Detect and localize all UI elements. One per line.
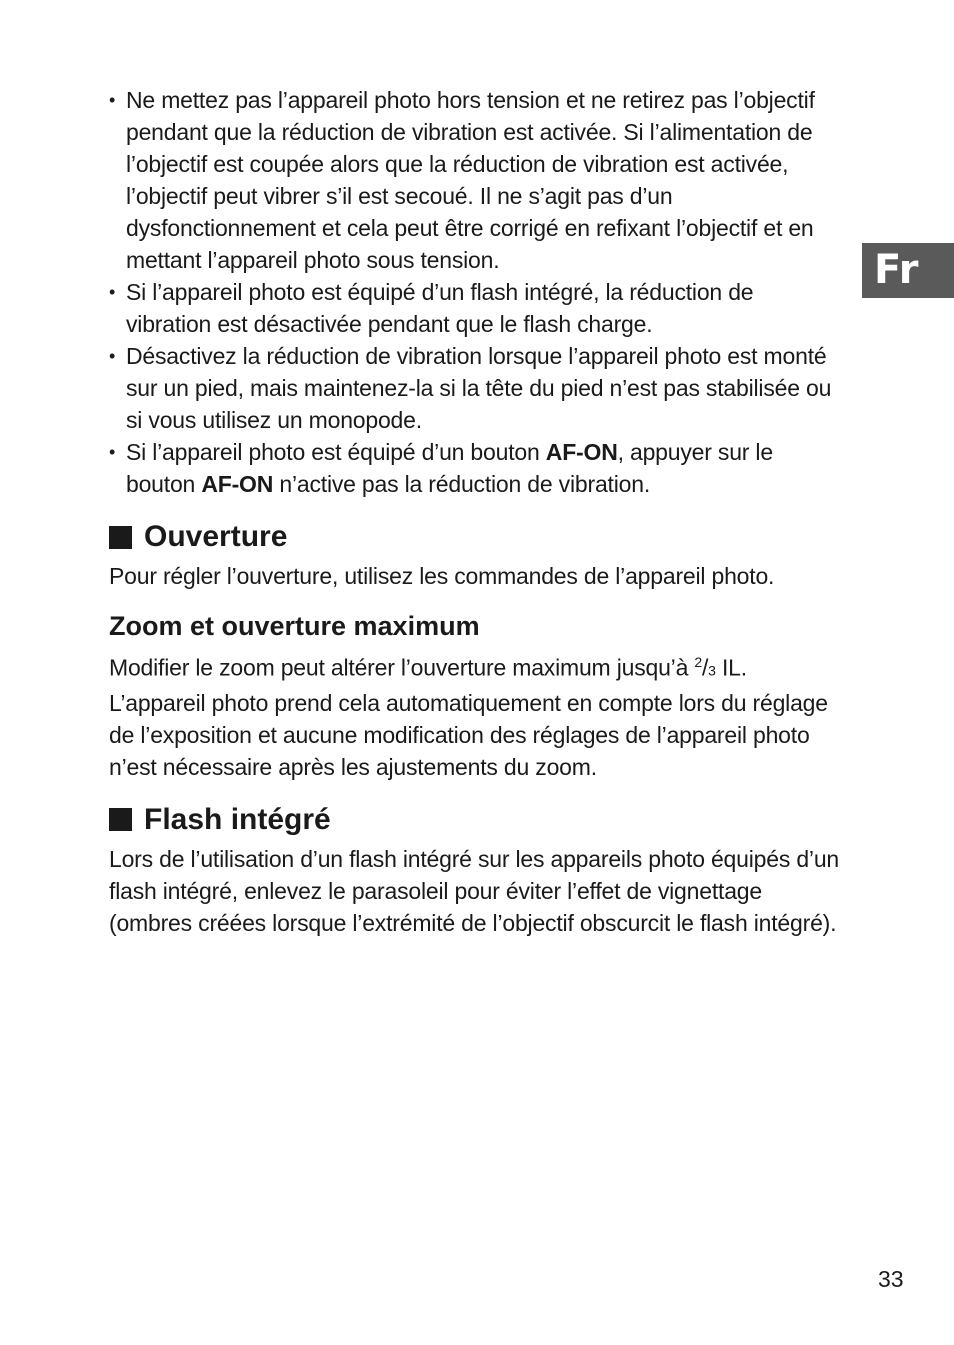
list-item: • Si l’appareil photo est équipé d’un flash intégré, la réduction de vibration est désactivée pendant que le flash charge.: [109, 276, 841, 340]
fraction-numerator: 2: [694, 654, 702, 670]
list-item-text: n’active pas la réduction de vibration.: [273, 471, 651, 497]
list-item-text: , appuyer sur le bouton: [126, 439, 773, 497]
section-heading-ouverture: [109, 518, 841, 556]
language-tab: Fr: [862, 243, 954, 298]
page-content: [109, 84, 841, 939]
zoom-paragraph: [109, 646, 841, 783]
fraction-denominator: 3: [708, 662, 716, 679]
list-item: • Ne mettez pas l’appareil photo hors tension et ne retirez pas l’objectif pendant que la réduction de vibration est activée. Si l’alimentation de l’objectif est coupée alors que la réduction de vibration est activée, l’objectif peut vibrer s’il est secoué. Il ne s’agit pas d’un dysfonctionnement et cela peut être corrigé en refixant l’objectif et en mettant l’appareil photo sous tension.: [109, 84, 841, 276]
af-on-label: AF-ON: [545, 439, 618, 465]
section-title: Ouverture: [144, 520, 288, 553]
paragraph-text: Modifier le zoom peut altérer l’ouverture maximum jusqu’à: [109, 654, 695, 681]
page-number: 33: [878, 1266, 904, 1292]
subsection-heading-zoom: Zoom et ouverture maximum: [109, 611, 480, 641]
fraction-slash: /: [701, 654, 709, 681]
section-title: Flash intégré: [144, 802, 331, 836]
section-heading-flash: [109, 801, 841, 839]
ouverture-paragraph: Pour régler l’ouverture, utilisez les commandes de l’appareil photo.: [109, 563, 775, 589]
square-bullet-icon: [109, 808, 132, 831]
list-item: [109, 436, 841, 500]
caution-list: [109, 84, 841, 500]
paragraph-text: IL. L’appareil photo prend cela automatiquement en compte lors du réglage de l’exposition et aucune modification des réglages de l’appareil photo n’est nécessaire après les ajustements du zoom.: [109, 654, 828, 780]
flash-paragraph: Lors de l’utilisation d’un flash intégré sur les appareils photo équipés d’un flash intégré, enlevez le parasoleil pour éviter l’effet de vignettage (ombres créées lorsque l’extrémité de l’objectif obscurcit le flash intégré).: [109, 845, 840, 936]
square-bullet-icon: [109, 526, 132, 549]
list-item-text: Si l’appareil photo est équipé d’un bouton: [126, 439, 546, 465]
list-item: • Désactivez la réduction de vibration lorsque l’appareil photo est monté sur un pied, mais maintenez-la si la tête du pied n’est pas stabilisée ou si vous utilisez un monopode.: [109, 340, 841, 436]
af-on-label: AF-ON: [201, 471, 274, 497]
